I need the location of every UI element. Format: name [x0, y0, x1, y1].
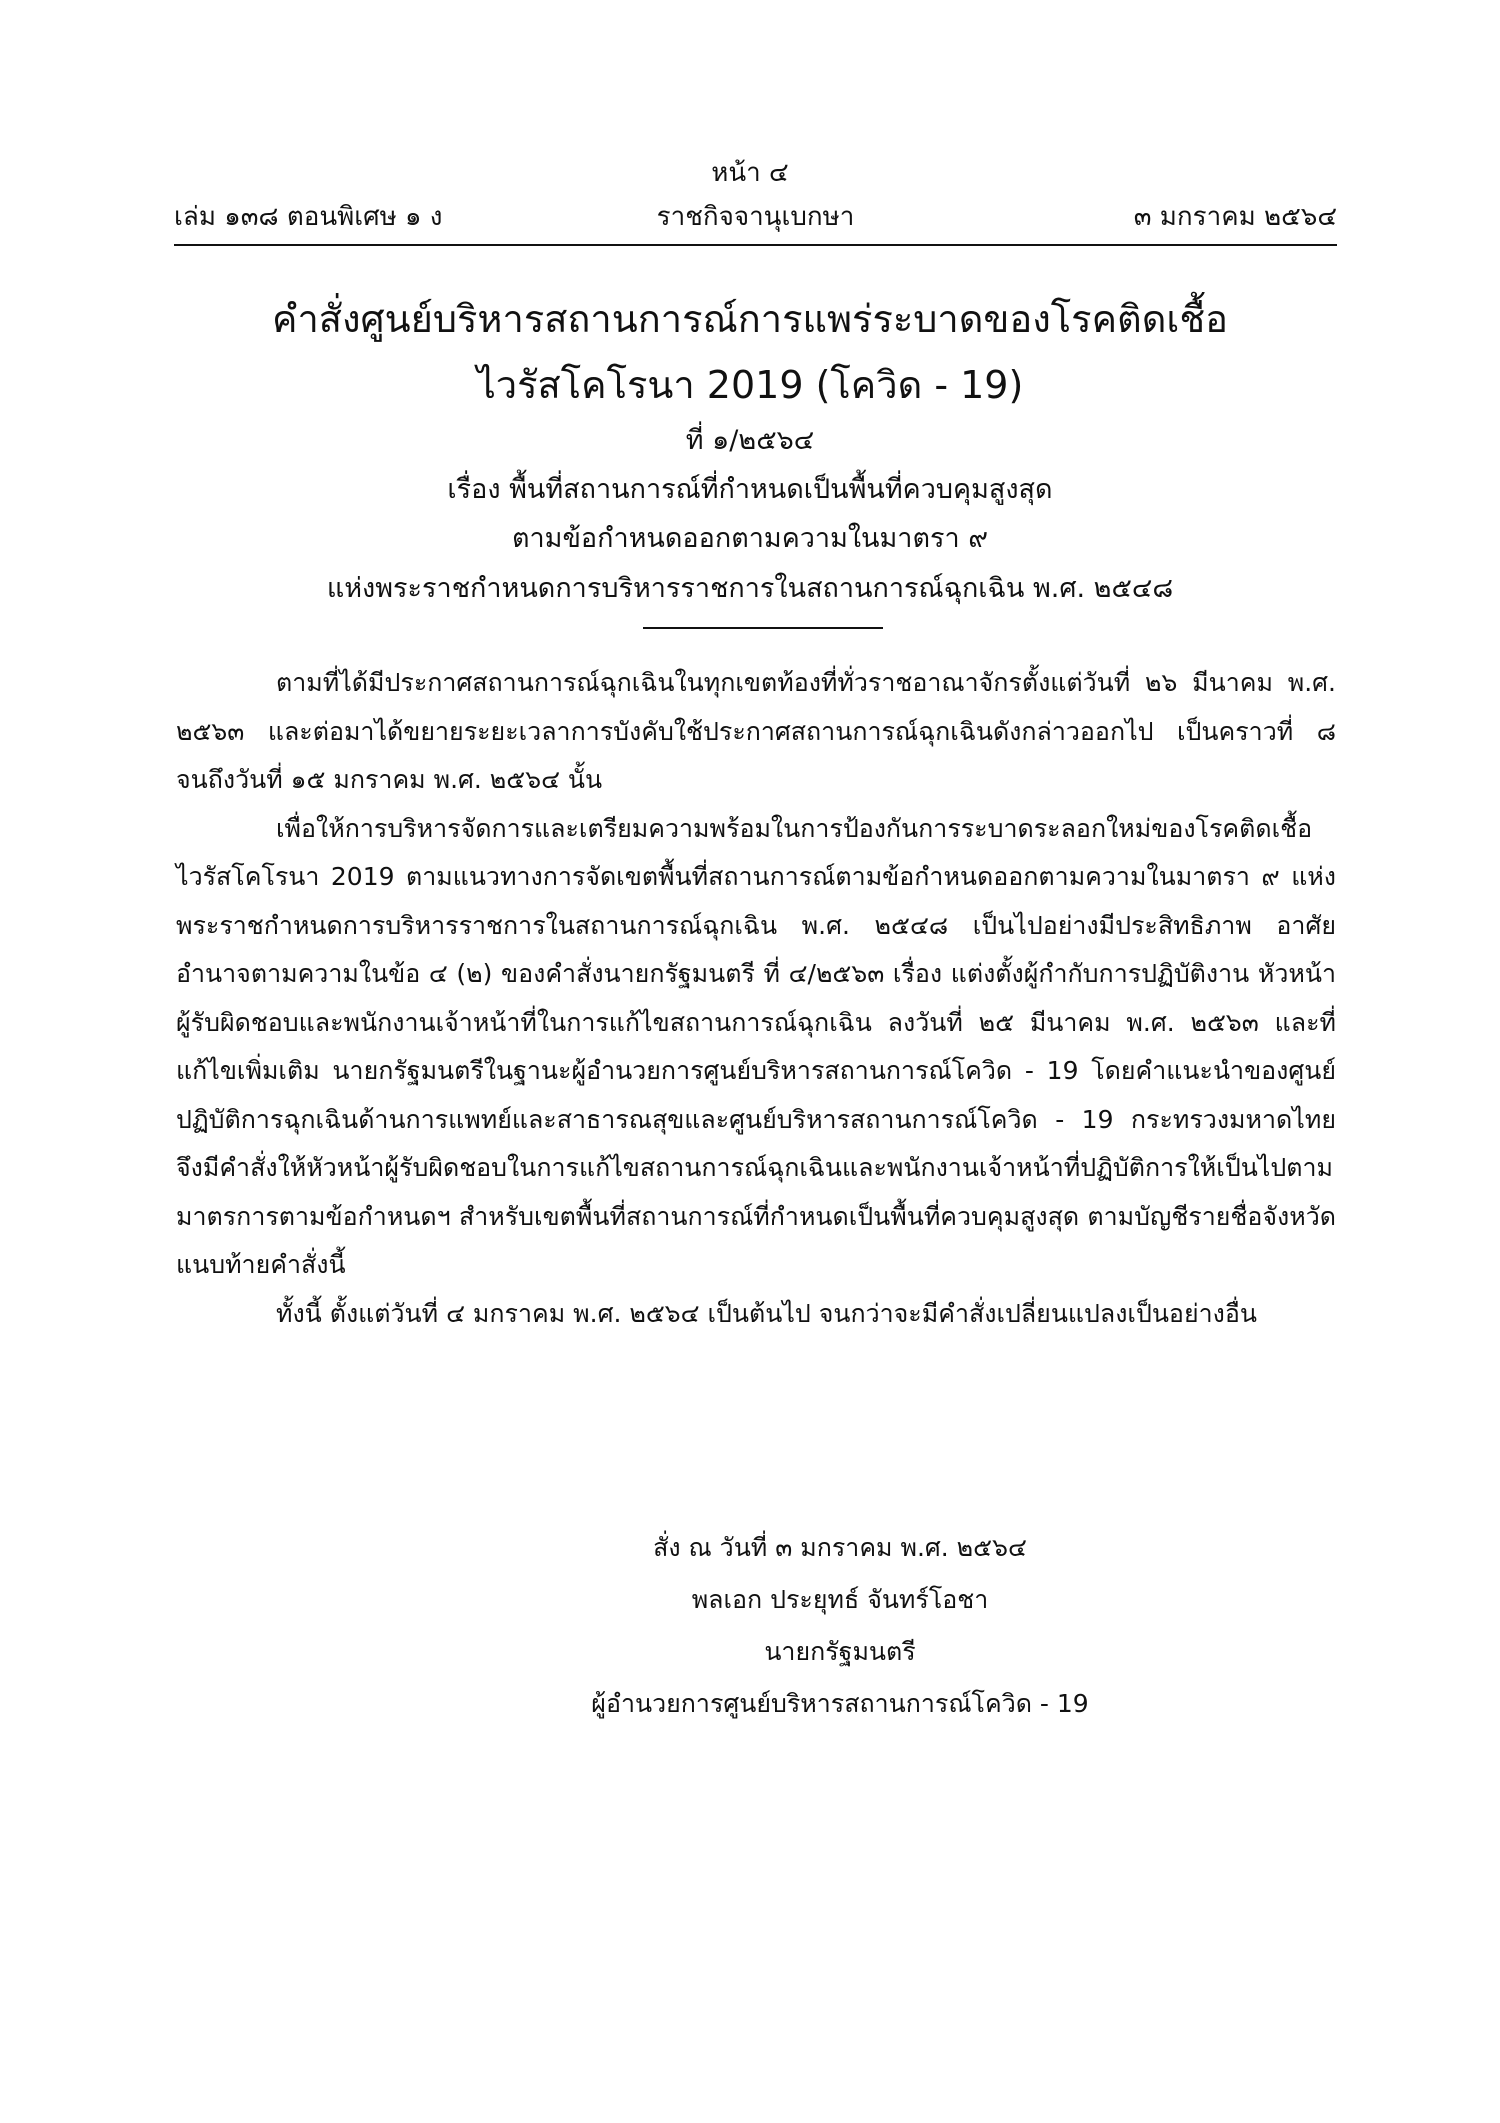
- publication-date: ๓ มกราคม ๒๕๖๔: [1133, 202, 1337, 232]
- document-title-line-1: คำสั่งศูนย์บริหารสถานการณ์การแพร่ระบาดของโรคติดเชื้อ: [272, 297, 1228, 341]
- subject-line-1: เรื่อง พื้นที่สถานการณ์ที่กำหนดเป็นพื้นที่ควบคุมสูงสุด: [447, 474, 1053, 505]
- body-paragraph: ทั้งนี้ ตั้งแต่วันที่ ๔ มกราคม พ.ศ. ๒๕๖๔ เป็นต้นไป จนกว่าจะมีคำสั่งเปลี่ยนแปลงเป็นอย่างอื่น: [276, 1298, 1257, 1328]
- page-number: หน้า ๔: [711, 158, 789, 188]
- order-number: ที่ ๑/๒๕๖๔: [685, 425, 815, 456]
- body-paragraph: ตามที่ได้มีประกาศสถานการณ์ฉุกเฉินในทุกเขตท้องที่ทั่วราชอาณาจักรตั้งแต่วันที่ ๒๖ มีนาคม พ.ศ. ๒๕๖๓ และต่อมาได้ขยายระยะเวลาการบังคับใช้ประกาศสถานการณ์ฉุกเฉินดังกล่าวออกไป เป็นคราวที่ ๘ จนถึงวันที่ ๑๕ มกราคม พ.ศ. ๒๕๖๔ นั้น: [176, 668, 1336, 794]
- subject-line-2: ตามข้อกำหนดออกตามความในมาตรา ๙: [511, 523, 989, 554]
- volume-info: เล่ม ๑๓๘ ตอนพิเศษ ๑ ง: [174, 202, 443, 232]
- body-paragraph: เพื่อให้การบริหารจัดการและเตรียมความพร้อมในการป้องกันการระบาดระลอกใหม่ของโรคติดเชื้อไวรัสโคโรนา 2019 ตามแนวทางการจัดเขตพื้นที่สถานการณ์ตามข้อกำหนดออกตามความในมาตรา ๙ แห่งพระราชกำหนดการบริหารราชการในสถานการณ์ฉุกเฉิน พ.ศ. ๒๕๔๘ เป็นไปอย่างมีประสิทธิภาพ อาศัยอำนาจตามความในข้อ ๔ (๒) ของคำสั่งนายกรัฐมนตรี ที่ ๔/๒๕๖๓ เรื่อง แต่งตั้งผู้กำกับการปฏิบัติงาน หัวหน้าผู้รับผิดชอบและพนักงานเจ้าหน้าที่ในการแก้ไขสถานการณ์ฉุกเฉิน ลงวันที่ ๒๕ มีนาคม พ.ศ. ๒๕๖๓ และที่แก้ไขเพิ่มเติม นายกรัฐมนตรีในฐานะผู้อำนวยการศูนย์บริหารสถานการณ์โควิด - 19 โดยคำแนะนำของศูนย์ปฏิบัติการฉุกเฉินด้านการแพทย์และสาธารณสุขและศูนย์บริหารสถานการณ์โควิด - 19 กระทรวงมหาดไทย จึงมีคำสั่งให้หัวหน้าผู้รับผิดชอบในการแก้ไขสถานการณ์ฉุกเฉินและพนักงานเจ้าหน้าที่ปฏิบัติการให้เป็นไปตามมาตรการตามข้อกำหนดฯ สำหรับเขตพื้นที่สถานการณ์ที่กำหนดเป็นพื้นที่ควบคุมสูงสุด ตามบัญชีรายชื่อจังหวัดแนบท้ายคำสั่งนี้: [176, 813, 1336, 1279]
- signatory-role: ผู้อำนวยการศูนย์บริหารสถานการณ์โควิด - 19: [591, 1689, 1089, 1718]
- order-date: สั่ง ณ วันที่ ๓ มกราคม พ.ศ. ๒๕๖๔: [653, 1533, 1027, 1562]
- signatory-position: นายกรัฐมนตรี: [764, 1637, 916, 1666]
- publication-name: ราชกิจจานุเบกษา: [656, 202, 855, 232]
- running-header: [174, 196, 1337, 234]
- subject-line-3: แห่งพระราชกำหนดการบริหารราชการในสถานการณ์ฉุกเฉิน พ.ศ. ๒๕๔๘: [326, 573, 1174, 604]
- document-title-line-2: ไวรัสโคโรนา 2019 (โควิด - 19): [476, 363, 1024, 407]
- title-divider: [643, 627, 883, 629]
- header-divider: [174, 244, 1337, 246]
- signatory-name: พลเอก ประยุทธ์ จันทร์โอชา: [691, 1585, 989, 1614]
- document-body: [176, 659, 1336, 1338]
